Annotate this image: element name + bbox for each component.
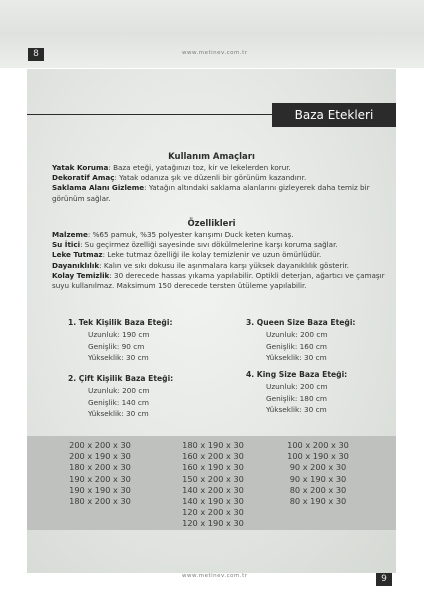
feature-item: Dayanıklılık: Kalın ve sıkı dokusu ile aşınmalara karşı yüksek dayanıklılık gösterir. [52, 260, 349, 270]
page-title: Baza Etekleri [272, 103, 396, 127]
size-queen: 3. Queen Size Baza Eteği: Uzunluk: 200 cm Genişlik: 160 cm Yükseklik: 30 cm [246, 318, 356, 362]
title-rule [27, 114, 272, 115]
size-cell: 90 x 190 x 30 [289, 473, 347, 484]
feature-item: Su İtici: Su geçirmez özelliği sayesinde sıvı dökülmelerine karşı koruma sağlar. [52, 240, 338, 250]
feature-item: Kolay Temizlik: 30 derecede hassas yıkama yapılabilir. Optikli deterjan, ağartıcı ve çamaşır suyu kullanılmaz. Maksimum 150 derecede tersten ütüleme yapılabilir. [52, 270, 385, 291]
size-cell: 200 x 190 x 30 [69, 451, 131, 462]
size-cell: 100 x 190 x 30 [287, 451, 349, 462]
size-double: 2. Çift Kişilik Baza Eteği: Uzunluk: 200 cm Genişlik: 140 cm Yükseklik: 30 cm [68, 374, 174, 418]
size-cell: 140 x 200 x 30 [182, 484, 244, 495]
size-cell: 140 x 190 x 30 [182, 496, 244, 507]
header-url: www.metinev.com.tr [182, 50, 248, 56]
size-cell: 160 x 190 x 30 [182, 462, 244, 473]
size-cell: 200 x 200 x 30 [69, 440, 131, 450]
size-cell: 120 x 190 x 30 [182, 518, 244, 529]
size-cell: 90 x 200 x 30 [289, 462, 347, 473]
size-cell: 160 x 200 x 30 [182, 451, 244, 462]
size-cell: 180 x 190 x 30 [182, 440, 244, 450]
size-cell: 180 x 200 x 30 [69, 462, 131, 473]
usage-list [52, 163, 387, 204]
features-list [52, 230, 387, 291]
page-number-badge: 8 [28, 48, 44, 61]
size-cell: 150 x 200 x 30 [182, 473, 244, 484]
size-cell: 190 x 190 x 30 [69, 484, 131, 495]
size-cell: 80 x 200 x 30 [289, 484, 347, 495]
size-king: 4. King Size Baza Eteği: Uzunluk: 200 cm Genişlik: 180 cm Yükseklik: 30 cm [246, 370, 348, 414]
size-table-column-3 [276, 440, 360, 507]
usage-item: Yatak Koruma: Baza eteği, yatağınızı toz, kir ve lekelerden korur. [52, 163, 291, 172]
features-heading: Özellikleri [187, 219, 236, 229]
page-number-badge: 9 [376, 573, 392, 586]
size-cell: 100 x 200 x 30 [287, 440, 349, 450]
footer-url: www.metinev.com.tr [182, 573, 248, 579]
size-table-column-1 [56, 440, 144, 507]
size-cell: 120 x 200 x 30 [182, 507, 244, 518]
size-cell: 80 x 190 x 30 [289, 496, 347, 507]
size-single: 1. Tek Kişilik Baza Eteği: Uzunluk: 190 cm Genişlik: 90 cm Yükseklik: 30 cm [68, 318, 173, 362]
size-cell: 180 x 200 x 30 [69, 496, 131, 507]
usage-heading: Kullanım Amaçları [168, 152, 255, 162]
usage-item: Dekoratif Amaç: Yatak odanıza şık ve düzenli bir görünüm kazandırır. [52, 173, 307, 183]
usage-item: Saklama Alanı Gizleme: Yatağın altındaki saklama alanlarını gizleyerek daha temiz bir görünüm sağlar. [52, 183, 370, 203]
size-cell: 190 x 200 x 30 [69, 473, 131, 484]
previous-page-strip [0, 0, 424, 68]
feature-item: Malzeme: %65 pamuk, %35 polyester karışımı Duck keten kumaş. [52, 230, 294, 239]
size-table-column-2 [169, 440, 257, 530]
feature-item: Leke Tutmaz: Leke tutmaz özelliği ile kolay temizlenir ve uzun ömürlüdür. [52, 250, 322, 260]
